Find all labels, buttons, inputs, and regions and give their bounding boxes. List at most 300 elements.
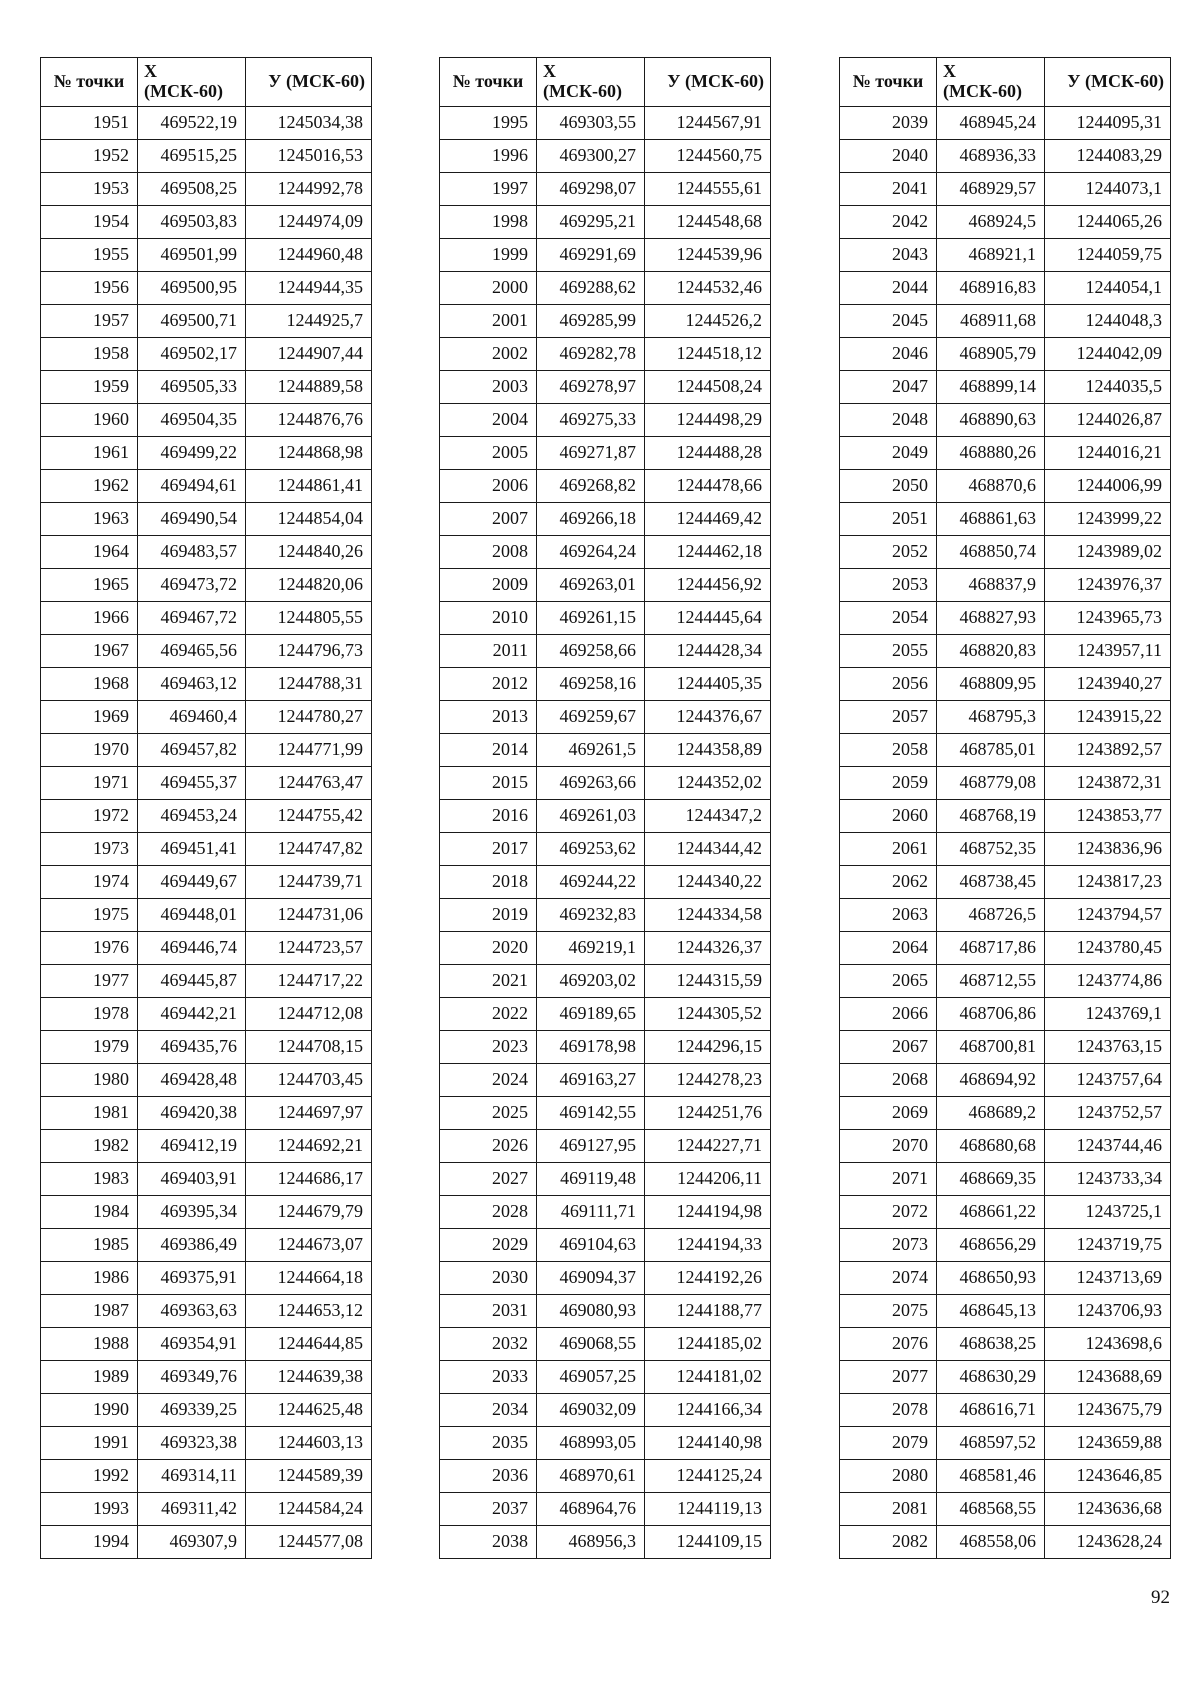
table-row (440, 833, 771, 866)
point-number-cell: 1968 (41, 668, 138, 701)
y-coordinate-cell: 1244820,06 (246, 569, 372, 602)
y-coordinate-cell: 1244227,71 (645, 1130, 771, 1163)
point-number-cell: 2012 (440, 668, 537, 701)
y-coordinate-cell: 1244185,02 (645, 1328, 771, 1361)
point-number-cell: 2052 (840, 536, 937, 569)
point-number-cell: 2032 (440, 1328, 537, 1361)
table-row (41, 305, 372, 338)
x-coordinate-cell: 468669,35 (937, 1163, 1045, 1196)
table-row (840, 800, 1171, 833)
point-number-cell: 1975 (41, 899, 138, 932)
point-number-cell: 2048 (840, 404, 937, 437)
y-coordinate-cell: 1245016,53 (246, 140, 372, 173)
point-number-cell: 1999 (440, 239, 537, 272)
point-number-cell: 1969 (41, 701, 138, 734)
coordinates-table-1 (40, 57, 372, 1559)
x-coordinate-cell: 469307,9 (138, 1526, 246, 1559)
header-x-coordinate: X (МСК-60) (937, 58, 1045, 107)
table-row (440, 305, 771, 338)
x-coordinate-cell: 469259,67 (537, 701, 645, 734)
point-number-cell: 2022 (440, 998, 537, 1031)
y-coordinate-cell: 1244251,76 (645, 1097, 771, 1130)
point-number-cell: 2008 (440, 536, 537, 569)
table-row (840, 272, 1171, 305)
y-coordinate-cell: 1244188,77 (645, 1295, 771, 1328)
x-coordinate-cell: 469445,87 (138, 965, 246, 998)
y-coordinate-cell: 1244673,07 (246, 1229, 372, 1262)
point-number-cell: 1954 (41, 206, 138, 239)
point-number-cell: 2060 (840, 800, 937, 833)
x-coordinate-cell: 468785,01 (937, 734, 1045, 767)
y-coordinate-cell: 1244992,78 (246, 173, 372, 206)
table-row (840, 338, 1171, 371)
table-row (440, 1064, 771, 1097)
x-coordinate-cell: 469515,25 (138, 140, 246, 173)
y-coordinate-cell: 1244305,52 (645, 998, 771, 1031)
point-number-cell: 2025 (440, 1097, 537, 1130)
y-coordinate-cell: 1244428,34 (645, 635, 771, 668)
table-row (840, 1163, 1171, 1196)
point-number-cell: 1971 (41, 767, 138, 800)
table-row (41, 338, 372, 371)
point-number-cell: 1966 (41, 602, 138, 635)
y-coordinate-cell: 1244679,79 (246, 1196, 372, 1229)
y-coordinate-cell: 1244508,24 (645, 371, 771, 404)
x-coordinate-cell: 469278,97 (537, 371, 645, 404)
x-coordinate-cell: 469275,33 (537, 404, 645, 437)
x-coordinate-cell: 469460,4 (138, 701, 246, 734)
y-coordinate-cell: 1244073,1 (1045, 173, 1171, 206)
point-number-cell: 2017 (440, 833, 537, 866)
x-coordinate-cell: 468861,63 (937, 503, 1045, 536)
x-coordinate-cell: 469232,83 (537, 899, 645, 932)
point-number-cell: 2010 (440, 602, 537, 635)
y-coordinate-cell: 1244026,87 (1045, 404, 1171, 437)
y-coordinate-cell: 1244083,29 (1045, 140, 1171, 173)
x-coordinate-cell: 469268,82 (537, 470, 645, 503)
x-coordinate-cell: 469057,25 (537, 1361, 645, 1394)
table-row (41, 404, 372, 437)
y-coordinate-cell: 1244095,31 (1045, 107, 1171, 140)
x-coordinate-cell: 468945,24 (937, 107, 1045, 140)
point-number-cell: 2004 (440, 404, 537, 437)
point-number-cell: 2014 (440, 734, 537, 767)
x-coordinate-cell: 468638,25 (937, 1328, 1045, 1361)
y-coordinate-cell: 1244664,18 (246, 1262, 372, 1295)
y-coordinate-cell: 1244006,99 (1045, 470, 1171, 503)
y-coordinate-cell: 1244876,76 (246, 404, 372, 437)
y-coordinate-cell: 1244181,02 (645, 1361, 771, 1394)
table-row (840, 305, 1171, 338)
x-coordinate-cell: 468616,71 (937, 1394, 1045, 1427)
table-row (440, 800, 771, 833)
point-number-cell: 2082 (840, 1526, 937, 1559)
y-coordinate-cell: 1244054,1 (1045, 272, 1171, 305)
table-row (840, 173, 1171, 206)
table-row (41, 239, 372, 272)
point-number-cell: 2049 (840, 437, 937, 470)
table-row (840, 635, 1171, 668)
header-x-coordinate: X (МСК-60) (537, 58, 645, 107)
point-number-cell: 2030 (440, 1262, 537, 1295)
y-coordinate-cell: 1244907,44 (246, 338, 372, 371)
table-row (840, 1262, 1171, 1295)
y-coordinate-cell: 1244639,38 (246, 1361, 372, 1394)
table-row (41, 1262, 372, 1295)
table-row (840, 602, 1171, 635)
y-coordinate-cell: 1244498,29 (645, 404, 771, 437)
y-coordinate-cell: 1244048,3 (1045, 305, 1171, 338)
table-row (440, 272, 771, 305)
x-coordinate-cell: 469448,01 (138, 899, 246, 932)
y-coordinate-cell: 1244577,08 (246, 1526, 372, 1559)
y-coordinate-cell: 1244944,35 (246, 272, 372, 305)
y-coordinate-cell: 1244731,06 (246, 899, 372, 932)
point-number-cell: 1984 (41, 1196, 138, 1229)
y-coordinate-cell: 1244462,18 (645, 536, 771, 569)
table-row (440, 1130, 771, 1163)
table-row (440, 767, 771, 800)
point-number-cell: 1962 (41, 470, 138, 503)
x-coordinate-cell: 469300,27 (537, 140, 645, 173)
table-row (840, 1229, 1171, 1262)
table-row (41, 899, 372, 932)
point-number-cell: 2046 (840, 338, 937, 371)
y-coordinate-cell: 1244584,24 (246, 1493, 372, 1526)
x-coordinate-cell: 468694,92 (937, 1064, 1045, 1097)
point-number-cell: 2067 (840, 1031, 937, 1064)
x-coordinate-cell: 469282,78 (537, 338, 645, 371)
y-coordinate-cell: 1244692,21 (246, 1130, 372, 1163)
y-coordinate-cell: 1243836,96 (1045, 833, 1171, 866)
point-number-cell: 1980 (41, 1064, 138, 1097)
point-number-cell: 1973 (41, 833, 138, 866)
x-coordinate-cell: 469261,5 (537, 734, 645, 767)
x-coordinate-cell: 469504,35 (138, 404, 246, 437)
point-number-cell: 2011 (440, 635, 537, 668)
point-number-cell: 1985 (41, 1229, 138, 1262)
y-coordinate-cell: 1244358,89 (645, 734, 771, 767)
y-coordinate-cell: 1244035,5 (1045, 371, 1171, 404)
x-coordinate-cell: 469104,63 (537, 1229, 645, 1262)
y-coordinate-cell: 1244644,85 (246, 1328, 372, 1361)
point-number-cell: 1998 (440, 206, 537, 239)
x-coordinate-cell: 468899,14 (937, 371, 1045, 404)
y-coordinate-cell: 1243817,23 (1045, 866, 1171, 899)
x-coordinate-cell: 468706,86 (937, 998, 1045, 1031)
x-coordinate-cell: 468929,57 (937, 173, 1045, 206)
table-row (41, 371, 372, 404)
y-coordinate-cell: 1244109,15 (645, 1526, 771, 1559)
point-number-cell: 1965 (41, 569, 138, 602)
table-row (440, 1097, 771, 1130)
table-row (840, 503, 1171, 536)
x-coordinate-cell: 469263,01 (537, 569, 645, 602)
y-coordinate-cell: 1244194,33 (645, 1229, 771, 1262)
y-coordinate-cell: 1245034,38 (246, 107, 372, 140)
y-coordinate-cell: 1244960,48 (246, 239, 372, 272)
x-coordinate-cell: 469453,24 (138, 800, 246, 833)
x-coordinate-cell: 469178,98 (537, 1031, 645, 1064)
x-coordinate-cell: 468768,19 (937, 800, 1045, 833)
y-coordinate-cell: 1244445,64 (645, 602, 771, 635)
point-number-cell: 2050 (840, 470, 937, 503)
point-number-cell: 1970 (41, 734, 138, 767)
y-coordinate-cell: 1244539,96 (645, 239, 771, 272)
y-coordinate-cell: 1243636,68 (1045, 1493, 1171, 1526)
table-row (41, 602, 372, 635)
y-coordinate-cell: 1243675,79 (1045, 1394, 1171, 1427)
y-coordinate-cell: 1243957,11 (1045, 635, 1171, 668)
x-coordinate-cell: 468630,29 (937, 1361, 1045, 1394)
point-number-cell: 2058 (840, 734, 937, 767)
y-coordinate-cell: 1244344,42 (645, 833, 771, 866)
point-number-cell: 1981 (41, 1097, 138, 1130)
table-row (41, 1460, 372, 1493)
table-row (440, 239, 771, 272)
point-number-cell: 2006 (440, 470, 537, 503)
y-coordinate-cell: 1244405,35 (645, 668, 771, 701)
x-coordinate-cell: 469502,17 (138, 338, 246, 371)
x-coordinate-cell: 469288,62 (537, 272, 645, 305)
y-coordinate-cell: 1243719,75 (1045, 1229, 1171, 1262)
table-row (41, 1427, 372, 1460)
point-number-cell: 2072 (840, 1196, 937, 1229)
point-number-cell: 2039 (840, 107, 937, 140)
y-coordinate-cell: 1243769,1 (1045, 998, 1171, 1031)
point-number-cell: 2031 (440, 1295, 537, 1328)
table-row (41, 635, 372, 668)
y-coordinate-cell: 1244376,67 (645, 701, 771, 734)
point-number-cell: 2037 (440, 1493, 537, 1526)
header-row (440, 58, 771, 107)
table-row (440, 701, 771, 734)
y-coordinate-cell: 1244526,2 (645, 305, 771, 338)
point-number-cell: 2051 (840, 503, 937, 536)
table-row (840, 1295, 1171, 1328)
y-coordinate-cell: 1244560,75 (645, 140, 771, 173)
table-row (41, 569, 372, 602)
point-number-cell: 2036 (440, 1460, 537, 1493)
point-number-cell: 2001 (440, 305, 537, 338)
table-row (440, 1295, 771, 1328)
point-number-cell: 2061 (840, 833, 937, 866)
x-coordinate-cell: 469339,25 (138, 1394, 246, 1427)
table-row (840, 1460, 1171, 1493)
point-number-cell: 2041 (840, 173, 937, 206)
y-coordinate-cell: 1244717,22 (246, 965, 372, 998)
point-number-cell: 2047 (840, 371, 937, 404)
table-row (440, 503, 771, 536)
point-number-cell: 2059 (840, 767, 937, 800)
table-row (840, 899, 1171, 932)
x-coordinate-cell: 468837,9 (937, 569, 1045, 602)
table-row (440, 536, 771, 569)
table-row (440, 998, 771, 1031)
table-row (840, 470, 1171, 503)
y-coordinate-cell: 1244469,42 (645, 503, 771, 536)
y-coordinate-cell: 1243698,6 (1045, 1328, 1171, 1361)
x-coordinate-cell: 469505,33 (138, 371, 246, 404)
point-number-cell: 2028 (440, 1196, 537, 1229)
y-coordinate-cell: 1243976,37 (1045, 569, 1171, 602)
y-coordinate-cell: 1244796,73 (246, 635, 372, 668)
point-number-cell: 1987 (41, 1295, 138, 1328)
y-coordinate-cell: 1243763,15 (1045, 1031, 1171, 1064)
x-coordinate-cell: 469295,21 (537, 206, 645, 239)
y-coordinate-cell: 1244016,21 (1045, 437, 1171, 470)
table-row (840, 569, 1171, 602)
y-coordinate-cell: 1244518,12 (645, 338, 771, 371)
table-row (440, 437, 771, 470)
table-row (840, 1064, 1171, 1097)
y-coordinate-cell: 1244708,15 (246, 1031, 372, 1064)
point-number-cell: 1957 (41, 305, 138, 338)
y-coordinate-cell: 1244861,41 (246, 470, 372, 503)
table-row (840, 206, 1171, 239)
table-row (440, 1460, 771, 1493)
x-coordinate-cell: 468581,46 (937, 1460, 1045, 1493)
table-row (840, 932, 1171, 965)
table-row (41, 833, 372, 866)
point-number-cell: 2053 (840, 569, 937, 602)
y-coordinate-cell: 1244703,45 (246, 1064, 372, 1097)
table-row (440, 602, 771, 635)
point-number-cell: 2009 (440, 569, 537, 602)
point-number-cell: 2029 (440, 1229, 537, 1262)
x-coordinate-cell: 469428,48 (138, 1064, 246, 1097)
header-point-number: № точки (440, 58, 537, 107)
x-coordinate-cell: 469420,38 (138, 1097, 246, 1130)
y-coordinate-cell: 1244739,71 (246, 866, 372, 899)
x-coordinate-cell: 468880,26 (937, 437, 1045, 470)
y-coordinate-cell: 1243688,69 (1045, 1361, 1171, 1394)
point-number-cell: 1994 (41, 1526, 138, 1559)
table-row (41, 1130, 372, 1163)
y-coordinate-cell: 1243999,22 (1045, 503, 1171, 536)
y-coordinate-cell: 1243794,57 (1045, 899, 1171, 932)
point-number-cell: 2013 (440, 701, 537, 734)
x-coordinate-cell: 468752,35 (937, 833, 1045, 866)
point-number-cell: 1951 (41, 107, 138, 140)
point-number-cell: 2019 (440, 899, 537, 932)
y-coordinate-cell: 1244840,26 (246, 536, 372, 569)
table-row (840, 437, 1171, 470)
point-number-cell: 2066 (840, 998, 937, 1031)
y-coordinate-cell: 1244567,91 (645, 107, 771, 140)
x-coordinate-cell: 469500,71 (138, 305, 246, 338)
table-row (41, 437, 372, 470)
header-row (41, 58, 372, 107)
point-number-cell: 1964 (41, 536, 138, 569)
table-row (440, 107, 771, 140)
x-coordinate-cell: 469261,15 (537, 602, 645, 635)
x-coordinate-cell: 468911,68 (937, 305, 1045, 338)
table-row (840, 1361, 1171, 1394)
x-coordinate-cell: 469467,72 (138, 602, 246, 635)
table-row (41, 1196, 372, 1229)
point-number-cell: 1977 (41, 965, 138, 998)
table-row (840, 1394, 1171, 1427)
point-number-cell: 1997 (440, 173, 537, 206)
x-coordinate-cell: 469449,67 (138, 866, 246, 899)
x-coordinate-cell: 469500,95 (138, 272, 246, 305)
point-number-cell: 1967 (41, 635, 138, 668)
table-row (440, 1394, 771, 1427)
point-number-cell: 2045 (840, 305, 937, 338)
y-coordinate-cell: 1244755,42 (246, 800, 372, 833)
x-coordinate-cell: 468656,29 (937, 1229, 1045, 1262)
table-row (41, 1229, 372, 1262)
y-coordinate-cell: 1243733,34 (1045, 1163, 1171, 1196)
x-coordinate-cell: 469494,61 (138, 470, 246, 503)
y-coordinate-cell: 1244488,28 (645, 437, 771, 470)
point-number-cell: 1995 (440, 107, 537, 140)
table-row (440, 1163, 771, 1196)
y-coordinate-cell: 1244548,68 (645, 206, 771, 239)
y-coordinate-cell: 1244166,34 (645, 1394, 771, 1427)
point-number-cell: 2077 (840, 1361, 937, 1394)
table-row (41, 1361, 372, 1394)
y-coordinate-cell: 1244042,09 (1045, 338, 1171, 371)
point-number-cell: 2057 (840, 701, 937, 734)
table-row (440, 1493, 771, 1526)
x-coordinate-cell: 469163,27 (537, 1064, 645, 1097)
table-row (41, 866, 372, 899)
point-number-cell: 1983 (41, 1163, 138, 1196)
x-coordinate-cell: 469258,66 (537, 635, 645, 668)
point-number-cell: 1996 (440, 140, 537, 173)
table-row (840, 239, 1171, 272)
point-number-cell: 1961 (41, 437, 138, 470)
table-row (840, 404, 1171, 437)
y-coordinate-cell: 1244763,47 (246, 767, 372, 800)
x-coordinate-cell: 469490,54 (138, 503, 246, 536)
table-row (840, 1031, 1171, 1064)
x-coordinate-cell: 468924,5 (937, 206, 1045, 239)
table-row (440, 1031, 771, 1064)
table-row (840, 668, 1171, 701)
x-coordinate-cell: 469253,62 (537, 833, 645, 866)
point-number-cell: 1959 (41, 371, 138, 404)
x-coordinate-cell: 468905,79 (937, 338, 1045, 371)
point-number-cell: 1982 (41, 1130, 138, 1163)
point-number-cell: 2018 (440, 866, 537, 899)
table-row (41, 470, 372, 503)
point-number-cell: 2069 (840, 1097, 937, 1130)
point-number-cell: 1952 (41, 140, 138, 173)
table-row (840, 371, 1171, 404)
y-coordinate-cell: 1244747,82 (246, 833, 372, 866)
x-coordinate-cell: 469263,66 (537, 767, 645, 800)
point-number-cell: 2056 (840, 668, 937, 701)
y-coordinate-cell: 1244712,08 (246, 998, 372, 1031)
point-number-cell: 2068 (840, 1064, 937, 1097)
table-row (41, 1097, 372, 1130)
point-number-cell: 1990 (41, 1394, 138, 1427)
x-coordinate-cell: 469266,18 (537, 503, 645, 536)
y-coordinate-cell: 1243725,1 (1045, 1196, 1171, 1229)
y-coordinate-cell: 1244854,04 (246, 503, 372, 536)
y-coordinate-cell: 1244315,59 (645, 965, 771, 998)
table-row (840, 734, 1171, 767)
x-coordinate-cell: 469363,63 (138, 1295, 246, 1328)
point-number-cell: 2038 (440, 1526, 537, 1559)
y-coordinate-cell: 1244868,98 (246, 437, 372, 470)
x-coordinate-cell: 468661,22 (937, 1196, 1045, 1229)
table-row (41, 503, 372, 536)
y-coordinate-cell: 1244771,99 (246, 734, 372, 767)
